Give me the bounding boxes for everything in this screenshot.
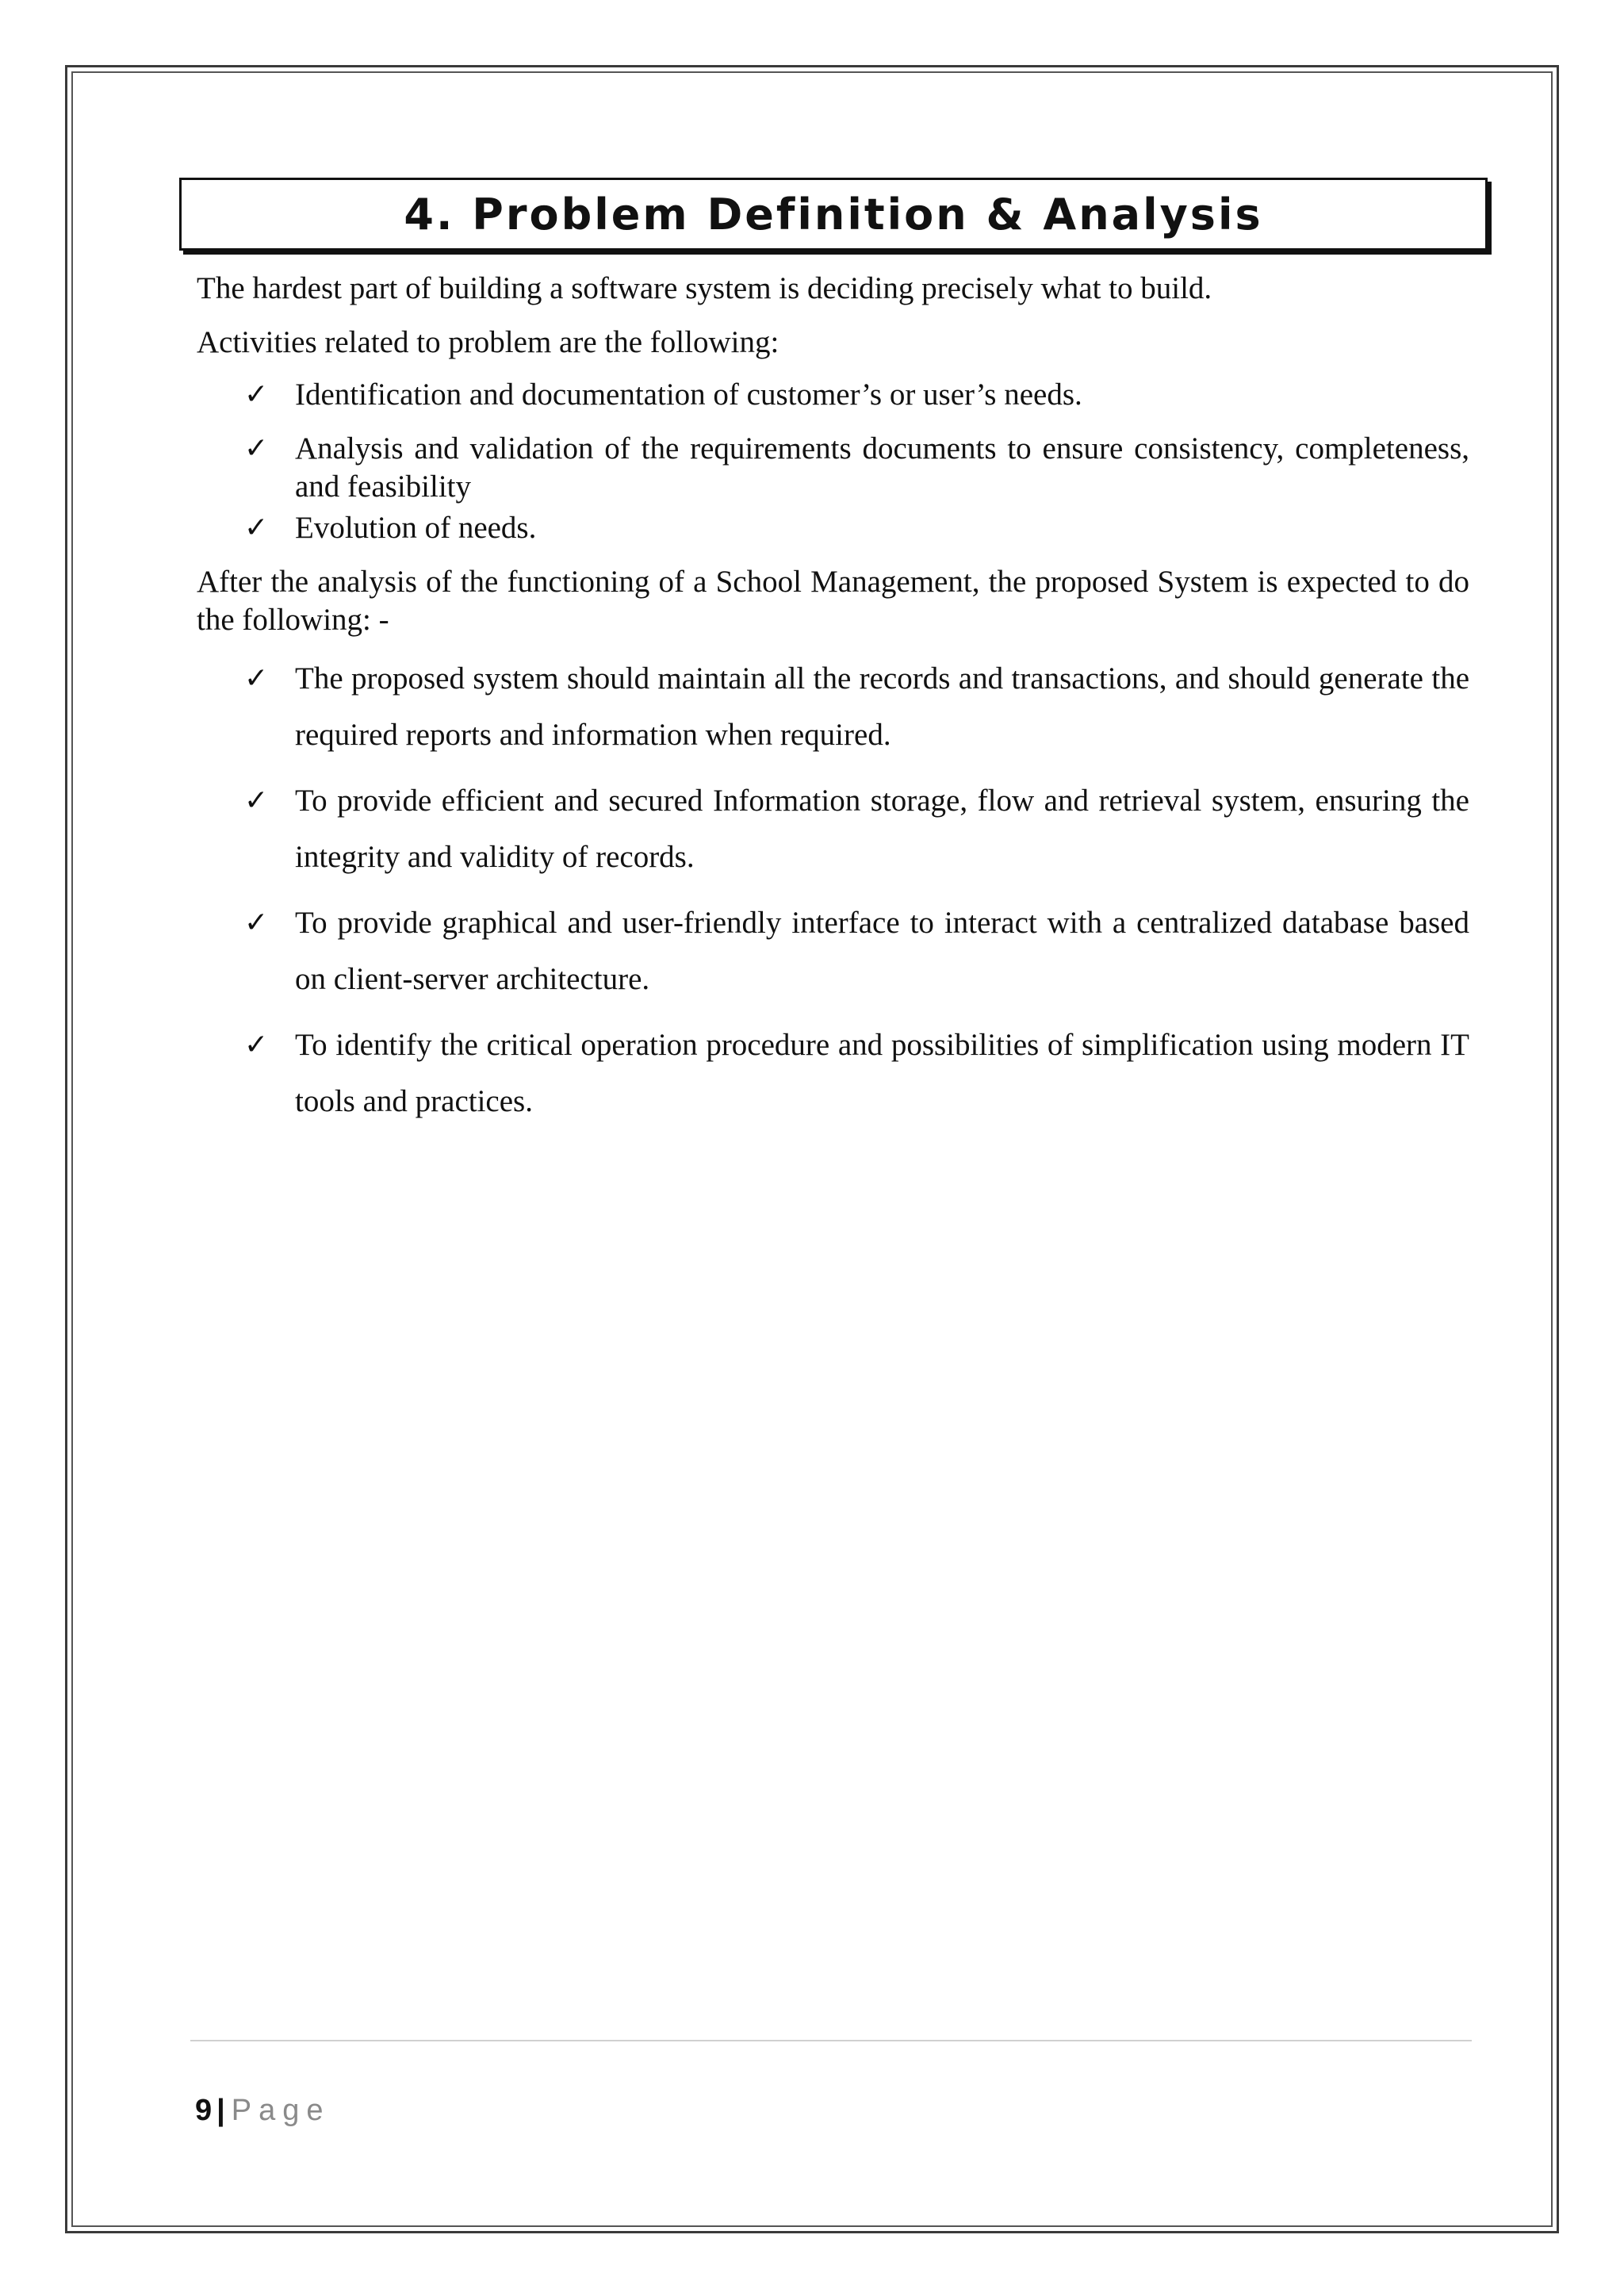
intro-paragraph-1: The hardest part of building a software system is deciding precisely what to build.: [197, 271, 1212, 305]
list-item-text: The proposed system should maintain all the records and transactions, and should generate the required reports and information when required.: [295, 661, 1469, 752]
list-item: [197, 376, 1469, 414]
activities-list: [197, 376, 1469, 547]
list-item-text: Identification and documentation of customer’s or user’s needs.: [295, 378, 1082, 412]
checkmark-icon: ✓: [244, 784, 269, 817]
checkmark-icon: ✓: [244, 907, 269, 939]
intro-paragraph-2: Activities related to problem are the following:: [197, 325, 779, 359]
list-item-text: To provide graphical and user-friendly interface to interact with a centralized database based on client-server architecture.: [295, 906, 1469, 996]
list-item-text: Analysis and validation of the requirements documents to ensure consistency, completeness, and feasibility: [295, 431, 1469, 504]
checkmark-icon: ✓: [244, 512, 269, 544]
checkmark-icon: ✓: [244, 1029, 269, 1061]
checkmark-icon: ✓: [244, 378, 269, 411]
section-heading: 4. Problem Definition & Analysis: [404, 189, 1263, 240]
footer-divider: [190, 2040, 1472, 2041]
checkmark-icon: ✓: [244, 432, 269, 465]
page-label: Page: [231, 2094, 331, 2127]
list-item-text: To provide efficient and secured Information storage, flow and retrieval system, ensuring the integrity and validity of records.: [295, 784, 1469, 874]
analysis-paragraph: After the analysis of the functioning of a School Management, the proposed System is expected to do the following: -: [197, 565, 1469, 637]
list-item: [197, 1017, 1469, 1129]
page-footer: [195, 2094, 331, 2128]
document-body: [197, 270, 1469, 1139]
page-separator: |: [216, 2094, 225, 2127]
list-item: [197, 895, 1469, 1007]
list-item: [197, 650, 1469, 763]
list-item: [197, 509, 1469, 547]
list-item: [197, 430, 1469, 506]
list-item-text: Evolution of needs.: [295, 511, 537, 545]
page-number: 9: [195, 2094, 213, 2127]
list-item: [197, 772, 1469, 885]
section-heading-box: [179, 178, 1488, 251]
list-item-text: To identify the critical operation procedure and possibilities of simplification using modern IT tools and practices.: [295, 1028, 1469, 1118]
checkmark-icon: ✓: [244, 662, 269, 695]
expectations-list: [197, 650, 1469, 1129]
